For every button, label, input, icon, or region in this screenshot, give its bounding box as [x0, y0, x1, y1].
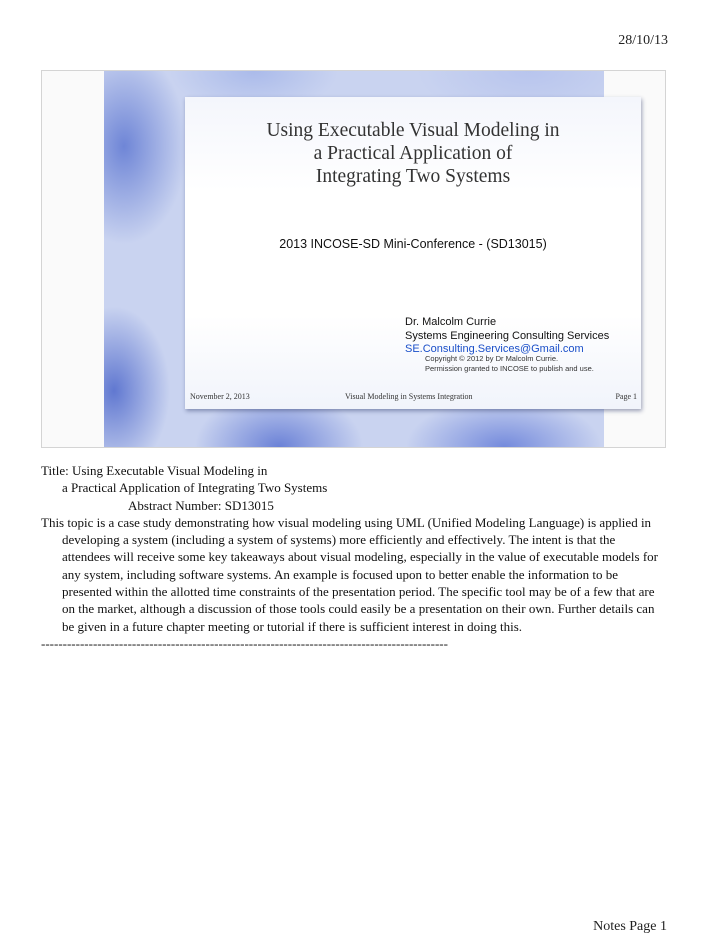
print-date: 28/10/13: [618, 33, 668, 48]
slide-footer-page: Page 1: [615, 392, 637, 401]
notes-body: This topic is a case study demonstrating how visual modeling using UML (Unified Modeling Language) is applied in developing a system (including a system of systems) more efficiently and effectively. The intent is that the attendees will receive some key takeaways about visual modeling, especially in the value of executable models for any system, including software systems. An example is focused upon to better enable the information to be presented within the allotted time constraints of the presentation period. The specific tool may be of a few that are on the market, although a discussion of those tools could easily be a presentation on their own. Further details can be given in a future chapter meeting or tutorial if there is sufficient interest in doing this.: [41, 514, 658, 634]
slide-title-line: a Practical Application of: [313, 143, 513, 164]
notes-title-line: Title: Using Executable Visual Modeling in: [41, 463, 268, 478]
slide-title-line: Integrating Two Systems: [315, 166, 511, 187]
notes-section: [41, 462, 666, 652]
permission-line: Permission granted to INCOSE to publish and use.: [425, 364, 594, 373]
slide-card: [185, 97, 641, 409]
page-number: Notes Page 1: [593, 919, 667, 934]
slide-background: [104, 71, 637, 447]
notes-abstract-number: Abstract Number: SD13015: [128, 497, 274, 513]
slide-footer-date: November 2, 2013: [190, 392, 250, 401]
slide-footer-title: Visual Modeling in Systems Integration: [345, 392, 473, 401]
slide-thumbnail: [41, 70, 666, 448]
author-org: Systems Engineering Consulting Services: [405, 329, 610, 342]
notes-separator: ----------------------------------------------------------------------------------------------: [41, 635, 448, 651]
slide-conference: 2013 INCOSE-SD Mini-Conference - (SD13015): [279, 237, 547, 251]
slide-title: [185, 119, 641, 188]
notes-title-line: a Practical Application of Integrating Two Systems: [62, 480, 328, 496]
copyright-line: Copyright © 2012 by Dr Malcolm Currie.: [425, 354, 559, 363]
author-name: Dr. Malcolm Currie: [405, 316, 497, 328]
slide-author-block: [405, 316, 641, 357]
author-email: SE.Consulting.Services@Gmail.com: [405, 343, 584, 355]
slide-copyright: [425, 354, 641, 374]
slide-title-line: Using Executable Visual Modeling in: [266, 120, 560, 141]
